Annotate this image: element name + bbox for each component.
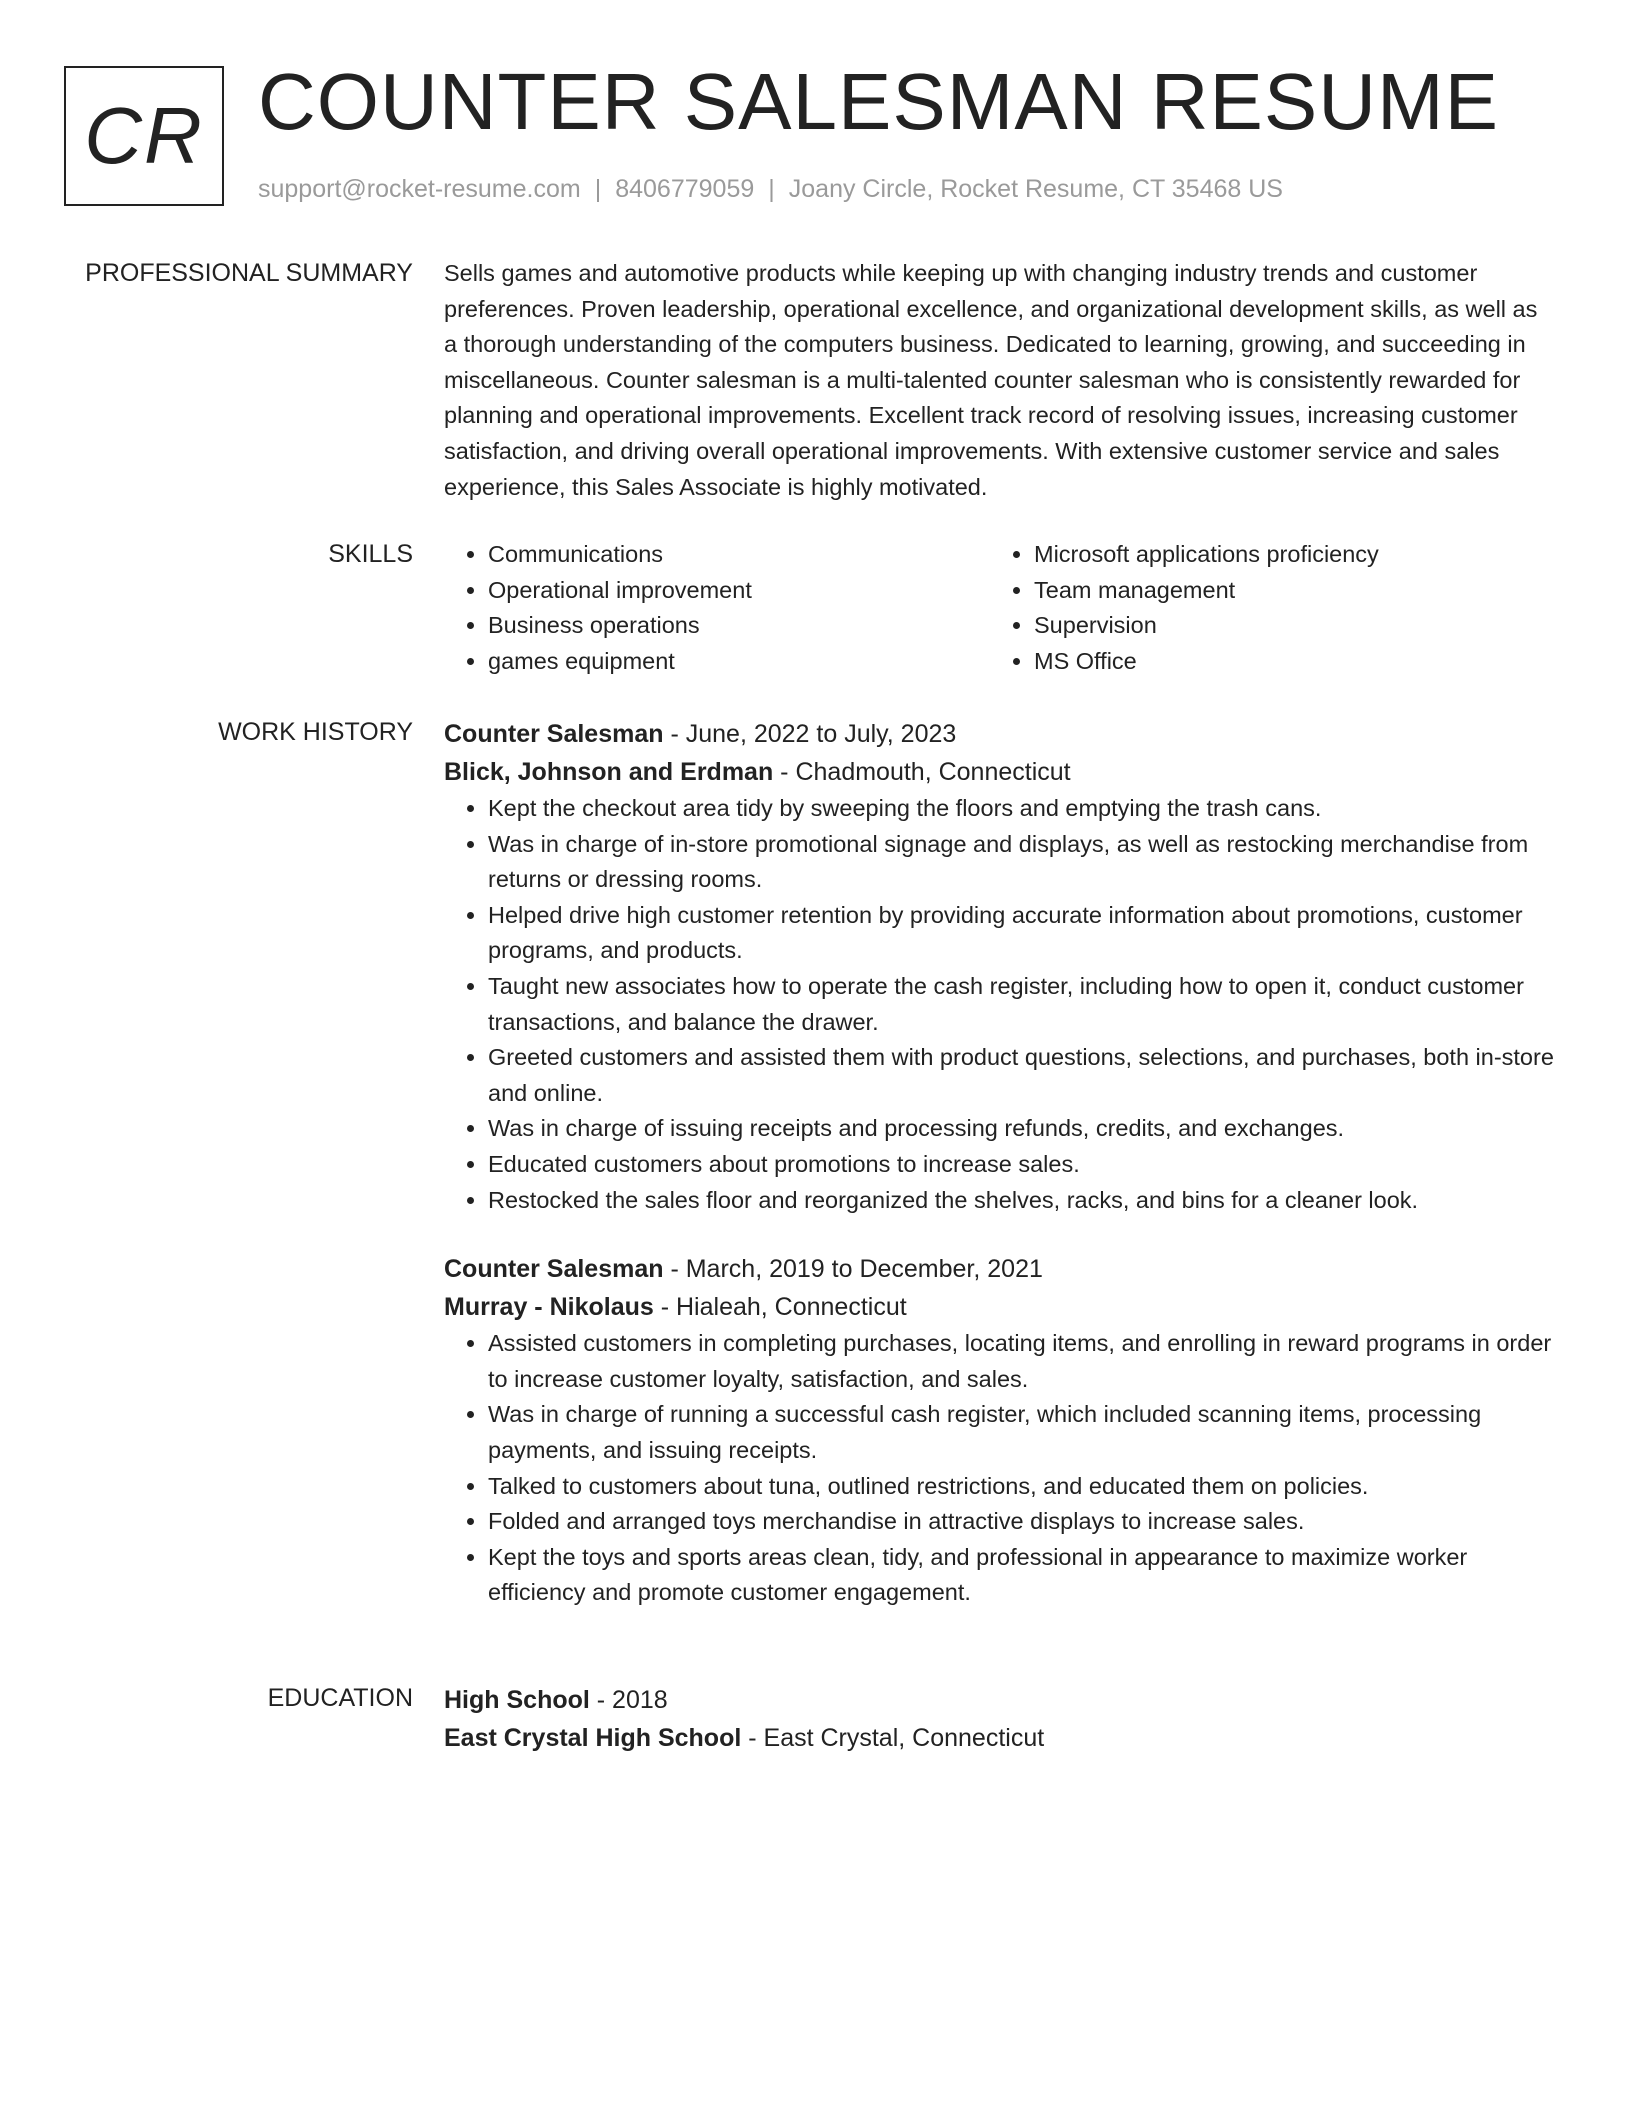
job-duty: • Was in charge of in-store promotional signage and displays, as well as restocking merchandise from returns or dressing rooms. <box>488 827 1554 898</box>
job-title-line <box>444 715 1554 753</box>
contact-separator: | <box>768 175 775 203</box>
job-dates: - June, 2022 to July, 2023 <box>663 720 957 748</box>
job-location: - Chadmouth, Connecticut <box>773 758 1071 786</box>
work-history-body <box>444 715 1554 1611</box>
skill-item: • MS Office <box>1034 644 1536 680</box>
skill-item: • Team management <box>1034 573 1536 609</box>
job-duty: • Was in charge of running a successful cash register, which included scanning items, processing payments, and issuing receipts. <box>488 1397 1554 1468</box>
job-title: Counter Salesman <box>444 720 664 748</box>
section-label-education: EDUCATION <box>267 1684 413 1712</box>
skills-list-right <box>990 537 1536 679</box>
skills-grid <box>444 537 1554 679</box>
job-duty: • Kept the checkout area tidy by sweeping the floors and emptying the trash cans. <box>488 791 1554 827</box>
contact-line <box>258 172 1283 206</box>
job-employer-line <box>444 1288 1554 1326</box>
monogram-logo: CR <box>64 66 224 206</box>
skill-item: • Operational improvement <box>488 573 990 609</box>
job-duty: • Educated customers about promotions to increase sales. <box>488 1147 1554 1183</box>
job-duties-list <box>444 791 1554 1218</box>
job-entry <box>444 715 1554 1218</box>
summary-text: Sells games and automotive products while keeping up with changing industry trends and customer preferences. Proven leadership, operational excellence, and organizational development skills, as well as a thorough understanding of the computers business. Dedicated to learning, growing, and succeeding in miscellaneous. Counter salesman is a multi-talented counter salesman who is consistently rewarded for planning and operational improvements. Excellent track record of resolving issues, increasing customer satisfaction, and driving overall operational improvements. With extensive customer service and sales experience, this Sales Associate is highly motivated. <box>444 260 1538 500</box>
skills-list-left <box>444 537 990 679</box>
job-duty: • Restocked the sales floor and reorganized the shelves, racks, and bins for a cleaner look. <box>488 1183 1554 1219</box>
skill-item: • Supervision <box>1034 608 1536 644</box>
skill-item: • Communications <box>488 537 990 573</box>
skill-item: • Business operations <box>488 608 990 644</box>
section-label-skills: SKILLS <box>328 540 413 568</box>
skill-item: • Microsoft applications proficiency <box>1034 537 1536 573</box>
job-duty: • Kept the toys and sports areas clean, tidy, and professional in appearance to maximize worker efficiency and promote customer engagement. <box>488 1540 1554 1611</box>
job-title: Counter Salesman <box>444 1255 664 1284</box>
contact-phone[interactable]: 8406779059 <box>615 175 755 203</box>
section-label-work-history: WORK HISTORY <box>218 718 413 746</box>
contact-address: Joany Circle, Rocket Resume, CT 35468 US <box>788 175 1283 203</box>
job-duty: • Greeted customers and assisted them with product questions, selections, and purchases, both in-store and online. <box>488 1040 1554 1111</box>
job-duty: • Folded and arranged toys merchandise in attractive displays to increase sales. <box>488 1504 1554 1540</box>
summary-body <box>444 256 1554 505</box>
education-school-line <box>444 1719 1554 1757</box>
skills-body <box>444 537 1554 679</box>
job-title-line <box>444 1250 1554 1288</box>
job-entry <box>444 1250 1554 1611</box>
job-employer: Murray - Nikolaus <box>444 1293 654 1322</box>
job-employer: Blick, Johnson and Erdman <box>444 758 774 786</box>
contact-separator: | <box>594 175 602 203</box>
job-duty: • Assisted customers in completing purchases, locating items, and enrolling in reward programs in order to increase customer loyalty, satisfaction, and sales. <box>488 1326 1554 1397</box>
job-duty: • Helped drive high customer retention by providing accurate information about promotions, customer programs, and products. <box>488 898 1554 969</box>
job-duties-list <box>444 1326 1554 1611</box>
job-duty: • Taught new associates how to operate the cash register, including how to open it, conduct customer transactions, and balance the drawer. <box>488 969 1554 1040</box>
job-duty: • Was in charge of issuing receipts and processing refunds, credits, and exchanges. <box>488 1111 1554 1147</box>
education-year: - 2018 <box>589 1686 668 1714</box>
education-degree: High School <box>444 1686 590 1714</box>
contact-email[interactable]: support@rocket-resume.com <box>258 175 581 203</box>
job-duty: • Talked to customers about tuna, outlined restrictions, and educated them on policies. <box>488 1469 1554 1505</box>
job-dates: - March, 2019 to December, 2021 <box>663 1255 1043 1284</box>
education-degree-line <box>444 1681 1554 1719</box>
job-location: - Hialeah, Connecticut <box>653 1293 907 1322</box>
job-employer-line <box>444 753 1554 791</box>
section-label-summary: PROFESSIONAL SUMMARY <box>85 259 413 287</box>
resume-title: COUNTER SALESMAN RESUME <box>258 57 1499 146</box>
skill-item: • games equipment <box>488 644 990 680</box>
education-school: East Crystal High School <box>444 1724 742 1752</box>
education-location: - East Crystal, Connecticut <box>741 1724 1045 1752</box>
education-body <box>444 1681 1554 1757</box>
